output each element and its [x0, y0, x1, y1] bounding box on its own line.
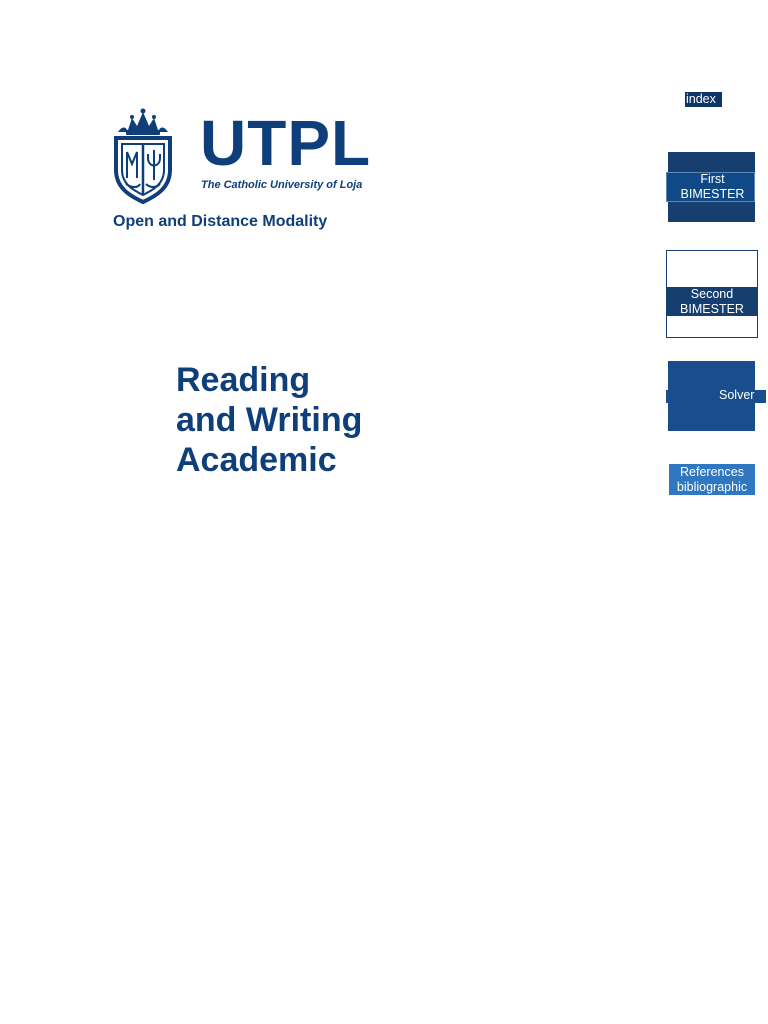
button-label [668, 172, 757, 202]
label-line: Second [690, 286, 734, 301]
first-bimester-button[interactable] [668, 152, 755, 222]
title-line: and Writing [176, 401, 363, 439]
title-line: Reading [176, 361, 311, 399]
brand-tagline: The Catholic University of Loja [201, 179, 363, 191]
title-line: Academic [176, 441, 337, 479]
label-line: BIMESTER [680, 301, 744, 316]
solver-button[interactable] [668, 361, 755, 431]
label-line: BIMESTER [680, 187, 745, 201]
label-line: References [680, 464, 744, 479]
label-line: bibliographic [676, 479, 748, 494]
index-link[interactable]: index [685, 92, 722, 107]
modality-label: Open and Distance Modality [113, 213, 328, 230]
university-crest-logo [110, 108, 176, 204]
second-bimester-button[interactable] [666, 250, 758, 338]
document-title [176, 360, 362, 480]
button-label: Solver [719, 388, 755, 402]
button-label [667, 287, 757, 316]
references-button[interactable] [669, 464, 755, 495]
label-line: First [700, 172, 725, 186]
brand-name: UTPL [200, 107, 372, 179]
